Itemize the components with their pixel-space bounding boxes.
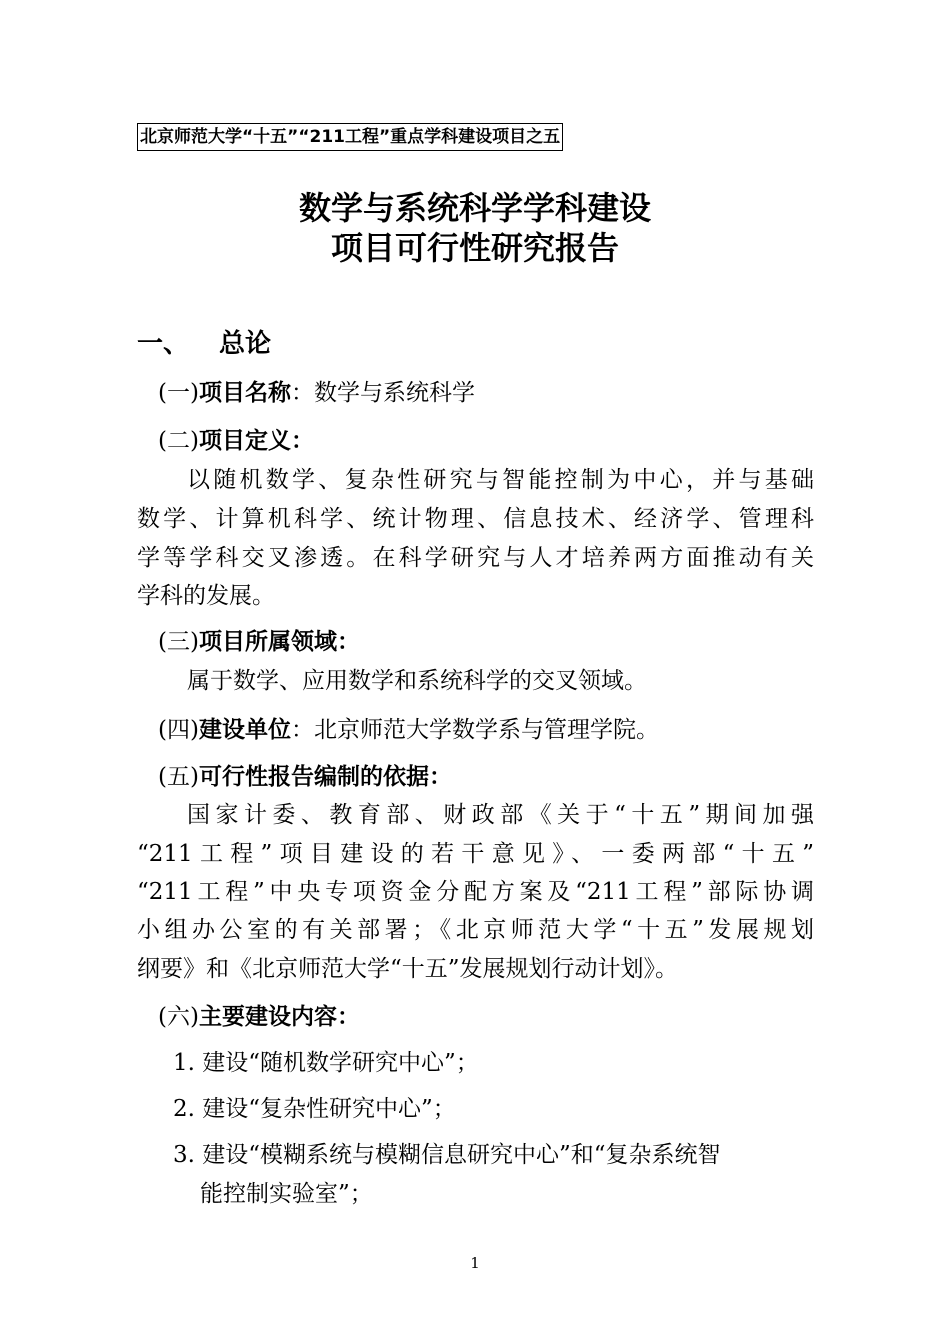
item-label: 项目名称 xyxy=(198,380,291,406)
series-header-box: 北京师范大学“十五”“211工程”重点学科建设项目之五 xyxy=(137,123,563,151)
list-item xyxy=(173,1047,479,1079)
page-number: 1 xyxy=(470,1254,480,1272)
list-item xyxy=(173,1139,721,1171)
list-text: 建设“模糊系统与模糊信息研究中心”和“复杂系统智 xyxy=(202,1142,721,1168)
paragraph-line: “211工程”项目建设的若干意见》、一委两部“十五” xyxy=(137,841,814,867)
list-text: 建设“复杂性研究中心”； xyxy=(202,1096,456,1122)
section-title: 总论 xyxy=(219,329,272,359)
section-heading xyxy=(137,326,271,362)
list-item xyxy=(173,1093,456,1125)
item-prefix: (五) xyxy=(158,764,199,790)
list-text: 建设“随机数学研究中心”； xyxy=(202,1050,479,1076)
item-prefix: (四) xyxy=(158,717,199,743)
item-text: ：北京师范大学数学系与管理学院。 xyxy=(290,717,659,743)
paragraph-line: 学等学科交叉渗透。在科学研究与人才培养两方面推动有关 xyxy=(137,545,814,571)
item-basis xyxy=(158,761,452,793)
report-title-line-1: 数学与系统科学学科建设 xyxy=(298,189,651,227)
item-label: 建设单位 xyxy=(198,717,291,743)
list-number: 1. xyxy=(173,1050,195,1076)
paragraph-line: 学科的发展。 xyxy=(137,583,275,609)
paragraph-line: 国家计委、教育部、财政部《关于“十五”期间加强 xyxy=(187,802,814,828)
item-main-content xyxy=(158,1001,360,1033)
item-prefix: (一) xyxy=(158,380,199,406)
item-prefix: (三) xyxy=(158,629,199,655)
item-label: 可行性报告编制的依据： xyxy=(198,764,452,790)
item-label: 主要建设内容： xyxy=(198,1004,360,1030)
report-title-line-2: 项目可行性研究报告 xyxy=(330,229,619,267)
item-project-name xyxy=(158,377,475,409)
paragraph-line: 纲要》和《北京师范大学“十五”发展规划行动计划》。 xyxy=(137,956,679,982)
item-prefix: (二) xyxy=(158,428,199,454)
item-project-definition xyxy=(158,425,314,457)
list-item-continuation: 能控制实验室”； xyxy=(200,1181,373,1207)
paragraph-line: 属于数学、应用数学和系统科学的交叉领域。 xyxy=(187,668,647,694)
section-number: 一、 xyxy=(137,329,190,359)
item-label: 项目定义： xyxy=(198,428,314,454)
item-prefix: (六) xyxy=(158,1004,199,1030)
item-construction-unit xyxy=(158,714,659,746)
list-number: 2. xyxy=(173,1096,195,1122)
paragraph-line: “211工程”中央专项资金分配方案及“211工程”部际协调 xyxy=(137,879,814,905)
item-project-field xyxy=(158,626,360,658)
paragraph-line: 以随机数学、复杂性研究与智能控制为中心，并与基础 xyxy=(187,467,814,493)
paragraph-line: 数学、计算机科学、统计物理、信息技术、经济学、管理科 xyxy=(137,506,814,532)
item-text: ：数学与系统科学 xyxy=(290,380,475,406)
item-label: 项目所属领域： xyxy=(198,629,360,655)
list-number: 3. xyxy=(173,1142,195,1168)
paragraph-line: 小组办公室的有关部署；《北京师范大学“十五”发展规划 xyxy=(137,917,814,943)
